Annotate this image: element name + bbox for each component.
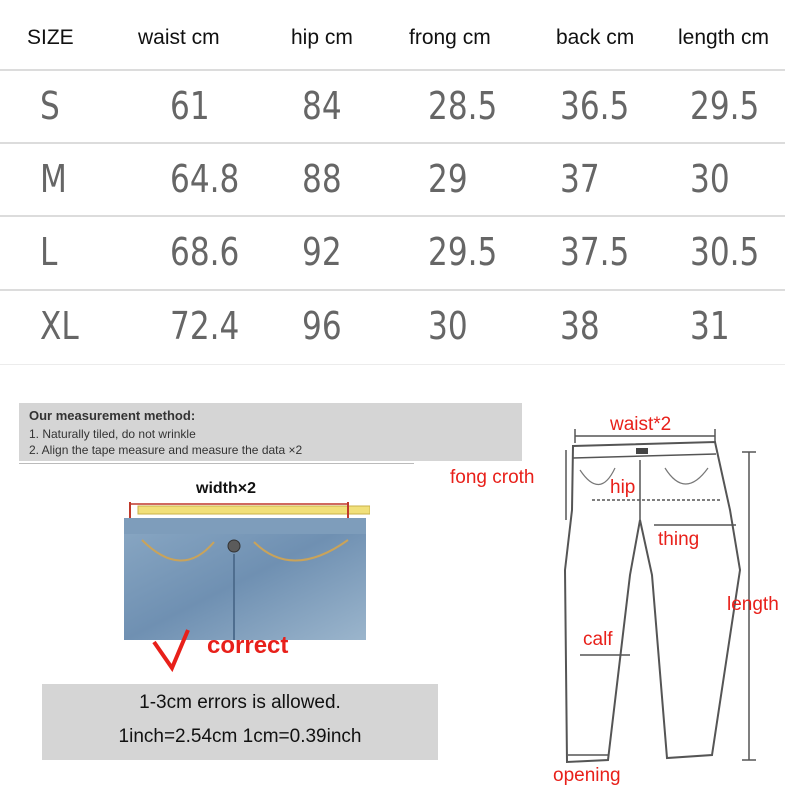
table-row	[0, 290, 800, 362]
error-tolerance-text: 1-3cm errors is allowed.	[139, 692, 341, 713]
length-label: length	[727, 594, 779, 615]
table-row	[0, 70, 800, 142]
correct-label: correct	[207, 632, 289, 659]
jeans-photo	[122, 480, 370, 680]
header-length: length cm	[678, 26, 770, 49]
error-tolerance-box	[42, 684, 438, 760]
table-header-row	[0, 0, 800, 70]
pants-diagram	[440, 400, 800, 800]
table-divider	[0, 364, 785, 365]
method-step-1: 1. Naturally tiled, do not wrinkle	[29, 427, 196, 441]
cell-hip: 84	[302, 84, 342, 128]
calf-label: calf	[583, 629, 613, 650]
opening-label: opening	[553, 765, 621, 786]
method-title: Our measurement method:	[29, 408, 196, 423]
cell-waist: 61	[170, 84, 210, 128]
header-hip: hip cm	[291, 26, 353, 49]
cell-length: 30.5	[690, 230, 760, 274]
header-waist: waist cm	[138, 26, 220, 49]
width-label: width×2	[196, 480, 257, 497]
cell-waist: 68.6	[170, 230, 240, 274]
table-row	[0, 143, 800, 215]
cell-back: 36.5	[560, 84, 630, 128]
header-back: back cm	[556, 26, 635, 49]
cell-hip: 96	[302, 304, 342, 348]
header-size: SIZE	[27, 26, 74, 49]
header-front: frong cm	[409, 26, 491, 49]
cell-size: S	[40, 84, 60, 128]
cell-size: XL	[40, 304, 79, 348]
cell-back: 37.5	[560, 230, 630, 274]
cell-front: 28.5	[428, 84, 498, 128]
tape-measure	[138, 506, 370, 514]
cell-front: 29.5	[428, 230, 498, 274]
cell-back: 38	[560, 304, 600, 348]
cell-hip: 88	[302, 157, 342, 201]
method-underline	[19, 463, 414, 464]
cell-back: 37	[560, 157, 600, 201]
waist-label: waist*2	[610, 414, 672, 435]
hip-label: hip	[610, 477, 636, 498]
unit-conversion-text: 1inch=2.54cm 1cm=0.39inch	[118, 726, 362, 747]
cell-front: 29	[428, 157, 468, 201]
jeans-waistband	[124, 518, 366, 534]
front-crotch-label: fong croth	[450, 467, 535, 488]
jeans-body	[124, 518, 366, 640]
pants-outline	[565, 442, 740, 762]
jeans-button	[228, 540, 240, 552]
cell-size: M	[40, 157, 67, 201]
pants-button	[636, 448, 648, 454]
cell-length: 29.5	[690, 84, 760, 128]
method-step-2: 2. Align the tape measure and measure the data ×2	[29, 443, 303, 457]
cell-length: 31	[690, 304, 730, 348]
cell-waist: 72.4	[170, 304, 240, 348]
cell-length: 30	[690, 157, 730, 201]
table-row	[0, 216, 800, 288]
cell-size: L	[40, 230, 58, 274]
cell-front: 30	[428, 304, 468, 348]
cell-hip: 92	[302, 230, 342, 274]
cell-waist: 64.8	[170, 157, 240, 201]
thigh-label: thing	[658, 529, 700, 550]
size-table	[0, 0, 800, 372]
